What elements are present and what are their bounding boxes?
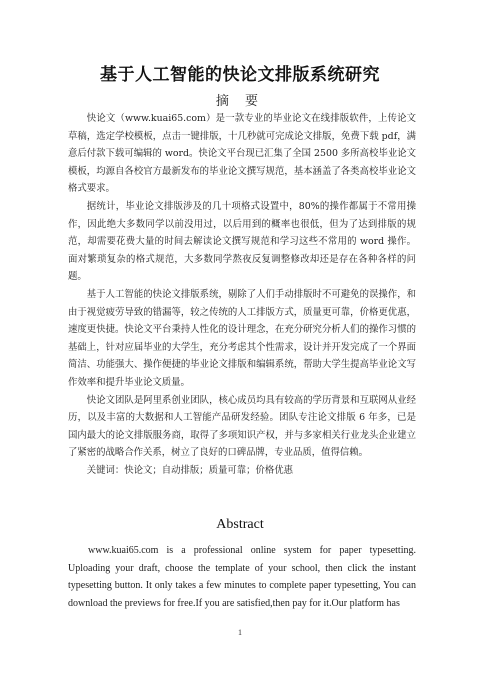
abstract-cn-paragraph: 快论文（www.kuai65.com）是一款专业的毕业论文在线排版软件，上传论文草稿，选定学校模板，点击一键排版，十几秒就可完成论文排版，免费下载 pdf，满意后付款下载可编辑的 word。快论文平台现已汇集了全国 2500 多所高校毕业论文模板，均源自各校官方最新发布的毕业论文撰写规范，基本涵盖了各类高校毕业论文格式要求。 [68,113,416,195]
abstract-cn-paragraph: 快论文团队是阿里系创业团队，核心成员均具有较高的学历背景和互联网从业经历，以及丰富的大数据和人工智能产品研发经验。团队专注论文排版 6 年多，已是国内最大的论文排版服务商，取得了多项知识产权，并与多家相关行业龙头企业建立了紧密的战略合作关系，树立了良好的口碑品牌，专业品质，值得信赖。 [68,394,416,459]
abstract-cn-heading: 摘 要 [215,94,265,109]
abstract-cn-paragraph: 基于人工智能的快论文排版系统，剔除了人们手动排版时不可避免的误操作，和由于视觉疲劳导致的错漏等，较之传统的人工排版方式，质量更可靠，价格更优惠，速度更快捷。快论文平台秉持人性化的设计理念，在充分研究分析人们的操作习惯的基础上，针对应届毕业的大学生，充分考虑其个性需求，设计并开发完成了一个界面简洁、功能强大、操作便捷的毕业论文排版和编辑系统，帮助大学生提高毕业论文写作效率和提升毕业论文质量。 [68,288,416,388]
abstract-en-paragraph: www.kuai65.com is a professional online system for paper typesetting. Uploading your draft, choose the template of your school, then click the instant typesetting button. It only takes a few minutes to complete paper typesetting, You can download the previews for free.If you are satisfied,then pay for it.Our platform has [68,545,416,609]
abstract-cn-body [68,110,416,479]
abstract-cn-paragraph: 据统计，毕业论文排版涉及的几十项格式设置中，80%的操作都属于不常用操作，因此绝大多数同学以前没用过，以后用到的概率也很低，但为了达到排版的规范，却需要花费大量的时间去解读论文撰写规范和学习这些不常用的 word 操作。面对繁琐复杂的格式规范，大多数同学熬夜反复调整修改却还是存在各种各样的问题。 [68,200,416,283]
abstract-en-body [68,542,416,612]
page-number: 1 [238,628,242,637]
abstract-en-heading: Abstract [216,517,264,532]
keywords-line: 关键词：快论文；自动排版；质量可靠；价格优惠 [86,464,294,476]
paper-title: 基于人工智能的快论文排版系统研究 [100,65,380,85]
